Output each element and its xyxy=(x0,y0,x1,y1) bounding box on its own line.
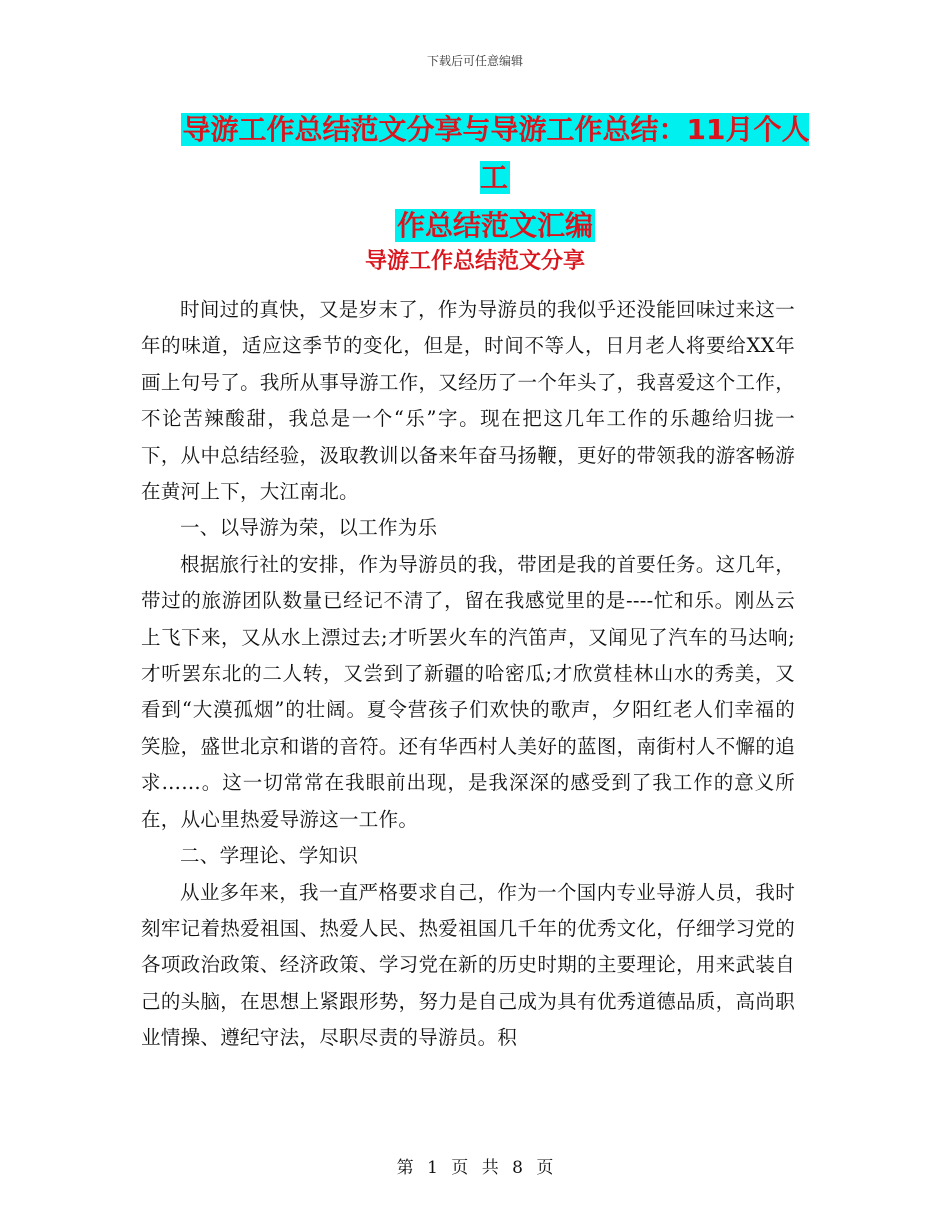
page-total: 8 xyxy=(512,1158,523,1178)
document-body xyxy=(141,292,795,1057)
page-number: 1 xyxy=(427,1158,438,1178)
document-title-line-1: 导游工作总结范文分享与导游工作总结：11月个人工 xyxy=(182,113,810,194)
document-title xyxy=(180,106,810,250)
subheading: 一、以导游为荣，以工作为乐 xyxy=(180,516,438,540)
paragraph: 时间过的真快，又是岁末了，作为导游员的我似乎还没能回味过来这一年的味道，适应这季节的变化，但是，时间不等人，日月老人将要给XX年画上句号了。我所从事导游工作，又经历了一个年头了，我喜爱这个工作，不论苦辣酸甜，我总是一个“乐”字。现在把这几年工作的乐趣给归拢一下，从中总结经验，汲取教训以备来年奋马扬鞭，更好的带领我的游客畅游在黄河上下，大江南北。 xyxy=(141,298,795,504)
paragraph: 从业多年来，我一直严格要求自己，作为一个国内专业导游人员，我时刻牢记着热爱祖国、热爱人民、热爱祖国几千年的优秀文化，仔细学习党的各项政治政策、经济政策、学习党在新的历史时期的主要理论，用来武装自己的头脑，在思想上紧跟形势，努力是自己成为具有优秀道德品质，高尚职业情操、遵纪守法，尽职尽责的导游员。积 xyxy=(141,880,795,1050)
footer-middle: 页 xyxy=(451,1158,469,1178)
header-note: 下载后可任意编辑 xyxy=(426,54,523,68)
document-title-line-2: 作总结范文汇编 xyxy=(396,209,593,242)
footer-suffix: 页 xyxy=(536,1158,554,1178)
footer-prefix: 第 xyxy=(396,1158,414,1178)
page-footer xyxy=(0,1153,950,1178)
paragraph: 根据旅行社的安排，作为导游员的我，带团是我的首要任务。这几年，带过的旅游团队数量已经记不清了，留在我感觉里的是----忙和乐。刚丛云上飞下来，又从水上漂过去;才听罢火车的汽笛声，又闻见了汽车的马达响;才听罢东北的二人转，又尝到了新疆的哈密瓜;才欣赏桂林山水的秀美，又看到“大漠孤烟”的壮阔。夏令营孩子们欢快的歌声，夕阳红老人们幸福的笑脸，盛世北京和谐的音符。还有华西村人美好的蓝图，南街村人不懈的追求……。这一切常常在我眼前出现，是我深深的感受到了我工作的意义所在，从心里热爱导游这一工作。 xyxy=(141,552,795,831)
footer-total-label: 共 xyxy=(481,1158,499,1178)
subheading: 二、学理论、学知识 xyxy=(180,844,359,868)
section-title: 导游工作总结范文分享 xyxy=(364,249,585,274)
